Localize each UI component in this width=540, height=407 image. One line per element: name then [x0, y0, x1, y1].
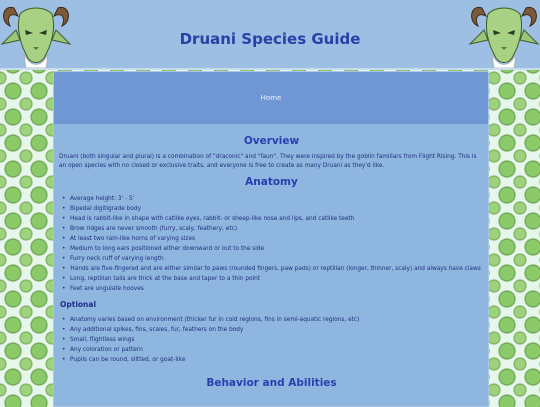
content-panel [53, 71, 489, 407]
list-item: • Average height: 3' - 5' [62, 196, 135, 202]
bullet-icon: • [62, 206, 66, 212]
nav-bar [54, 72, 488, 124]
page-content [54, 124, 488, 389]
site-title: Druani Species Guide [179, 30, 361, 48]
optional-heading: Optional [60, 300, 97, 309]
site-header [0, 0, 540, 70]
list-item: • Long, reptilian tails are thick at the base and taper to a thin point [62, 276, 261, 282]
list-item: • Furry neck ruff of varying length [62, 256, 164, 262]
list-item: • Head is rabbit-like in shape with catlike eyes, rabbit- or sheep-like nose and lips, and catlike teeth [62, 216, 355, 222]
list-item: • Brow ridges are never smooth (furry, scaly, feathery, etc) [62, 226, 238, 232]
nav-home-link[interactable]: Home [260, 94, 282, 102]
list-item: • Hands are five-fingered and are either similar to paws (rounded fingers, paw pads) or reptilian (longer, thinner, scaly) and always have claws [62, 266, 481, 272]
bullet-icon: • [62, 357, 66, 363]
bullet-icon: • [62, 226, 66, 232]
list-item: • Feet are ungulate hooves [62, 286, 144, 292]
bullet-icon: • [62, 246, 66, 252]
druani-head-icon [468, 0, 540, 68]
list-item: • Bipedal digitigrade body [62, 206, 142, 212]
bullet-icon: • [62, 286, 66, 292]
overview-text: Druani (both singular and plural) is a combination of "draconic" and "faun". They were inspired by the goblin familiars from Flight Rising. This is an open species with no closed or exclusive traits, and everyone is free to create as many Druani as they'd like. [59, 154, 477, 169]
bullet-icon: • [62, 256, 66, 262]
anatomy-heading: Anatomy [245, 176, 298, 188]
list-item: • Any additional spikes, fins, scales, fur, feathers on the body [62, 327, 244, 333]
bullet-icon: • [62, 317, 66, 323]
bullet-icon: • [62, 327, 66, 333]
optional-list [59, 315, 484, 365]
behavior-heading: Behavior and Abilities [206, 377, 337, 389]
list-item: • Medium to long ears positioned either downward or out to the side [62, 246, 265, 252]
overview-heading: Overview [243, 135, 300, 147]
list-item: • Small, flightless wings [62, 337, 135, 343]
bullet-icon: • [62, 266, 66, 272]
anatomy-list [59, 194, 484, 294]
list-item: • Anatomy varies based on environment (thicker fur in cold regions, fins in semi-aquatic regions, etc) [62, 317, 360, 323]
list-item: • Any coloration or pattern [62, 347, 143, 353]
bullet-icon: • [62, 196, 66, 202]
bullet-icon: • [62, 216, 66, 222]
bullet-icon: • [62, 337, 66, 343]
list-item: • At least two ram-like horns of varying sizes [62, 236, 196, 242]
bullet-icon: • [62, 236, 66, 242]
bullet-icon: • [62, 276, 66, 282]
list-item: • Pupils can be round, slitted, or goat-like [62, 357, 186, 363]
bullet-icon: • [62, 347, 66, 353]
